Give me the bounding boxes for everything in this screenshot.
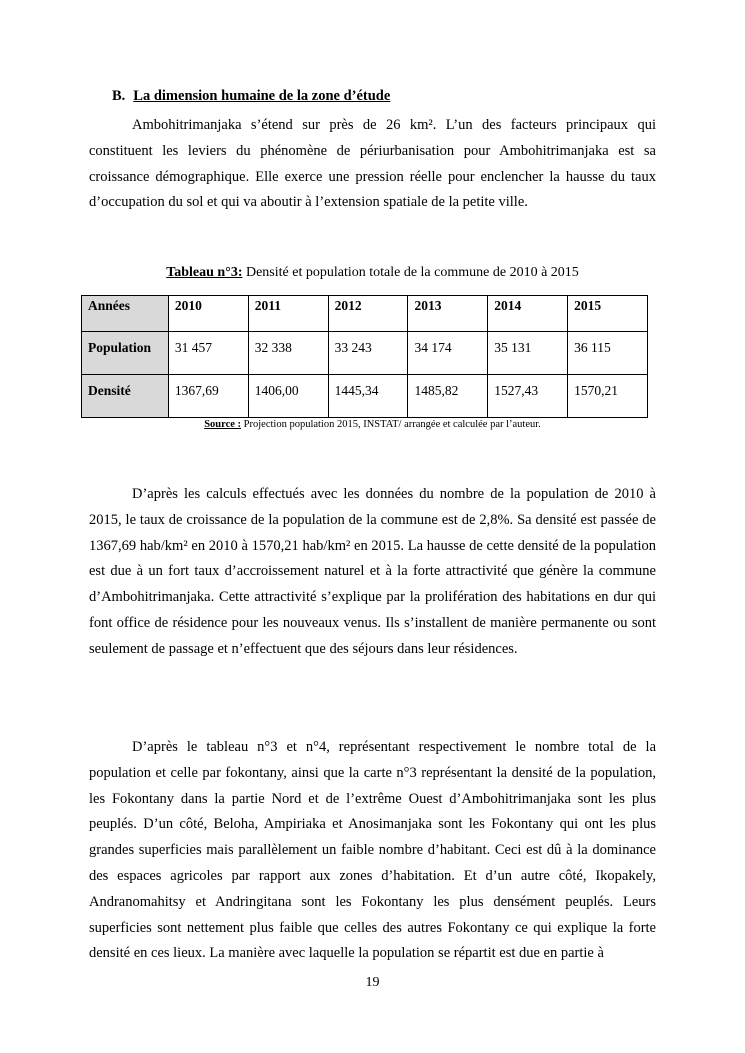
paragraph-intro: Ambohitrimanjaka s’étend sur près de 26 km². L’un des facteurs principaux qui constituent les leviers du phénomène de périurbanisation pour Ambohitrimanjaka est sa croissance démographique. Elle exerce une pression réelle pour enclencher la hausse du taux d’occupation du sol et qui va aboutir à l’extension spatiale de la petite ville. [89, 117, 656, 211]
table-caption-text: Densité et population totale de la commune de 2010 à 2015 [242, 265, 579, 280]
table-caption-label: Tableau n°3: [166, 265, 243, 280]
row-label-population: Population [82, 332, 169, 375]
header-cell-year: 2011 [248, 296, 328, 332]
section-title: La dimension humaine de la zone d’étude [133, 88, 391, 104]
table-cell: 31 457 [168, 332, 248, 375]
header-cell-year: 2014 [488, 296, 568, 332]
table-cell: 36 115 [568, 332, 648, 375]
source-text: Projection population 2015, INSTAT/ arrangée et calculée par l’auteur. [241, 419, 541, 430]
paragraph-distribution: D’après le tableau n°3 et n°4, représentant respectivement le nombre total de la population et celle par fokontany, ainsi que la carte n°3 représentant la densité de la population, les Fokontany dans la partie Nord et de l’extrême Ouest d’Ambohitrimanjaka sont les plus peuplés. D’un côté, Beloha, Ampiriaka et Anosimanjaka sont les Fokontany qui ont les plus grandes superficies mais parallèlement un faible nombre d’habitant. Ceci est dû à la dominance des espaces agricoles par rapport aux zones d’habitation. Et d’un autre côté, Ikopakely, Andranomahitsy et Andringitana sont les Fokontany les plus densément peuplés. Leurs superficies sont nettement plus faible que celles des autres Fokontany ce qui explique la forte densité en ces lieux. La manière avec laquelle la population se répartit est due en partie à [89, 739, 656, 962]
source-label: Source : [204, 419, 242, 430]
table-cell: 1367,69 [168, 375, 248, 418]
population-table [81, 295, 648, 418]
section-letter: B. [112, 88, 126, 104]
section-heading [112, 88, 390, 105]
table-cell: 32 338 [248, 332, 328, 375]
header-cell-year: 2015 [568, 296, 648, 332]
table-cell: 1406,00 [248, 375, 328, 418]
table-row-density [82, 375, 648, 418]
header-cell-year: 2010 [168, 296, 248, 332]
table-cell: 34 174 [408, 332, 488, 375]
table-cell: 1570,21 [568, 375, 648, 418]
table-source [0, 419, 745, 430]
table-cell: 35 131 [488, 332, 568, 375]
header-cell-year: 2012 [328, 296, 408, 332]
table-cell: 1445,34 [328, 375, 408, 418]
row-label-density: Densité [82, 375, 169, 418]
page-number: 19 [365, 975, 380, 990]
table-cell: 1485,82 [408, 375, 488, 418]
table-row-population [82, 332, 648, 375]
header-cell-label: Années [82, 296, 169, 332]
table-cell: 33 243 [328, 332, 408, 375]
table-header-row [82, 296, 648, 332]
header-cell-year: 2013 [408, 296, 488, 332]
table-cell: 1527,43 [488, 375, 568, 418]
table-caption [0, 265, 745, 281]
paragraph-growth: D’après les calculs effectués avec les données du nombre de la population de 2010 à 2015, le taux de croissance de la population de la commune est de 2,8%. Sa densité est passée de 1367,69 hab/km² en 2010 à 1570,21 hab/km² en 2015. La hausse de cette densité de la population est due à un fort taux d’accroissement naturel et à la forte attractivité que génère la commune d’Ambohitrimanjaka. Cette attractivité s’explique par la prolifération des habitations en dur qui font office de résidence pour les nouveaux venus. Ils s’installent de manière permanente ou sont seulement de passage et n’effectuent que des séjours dans leur résidences. [89, 486, 656, 657]
